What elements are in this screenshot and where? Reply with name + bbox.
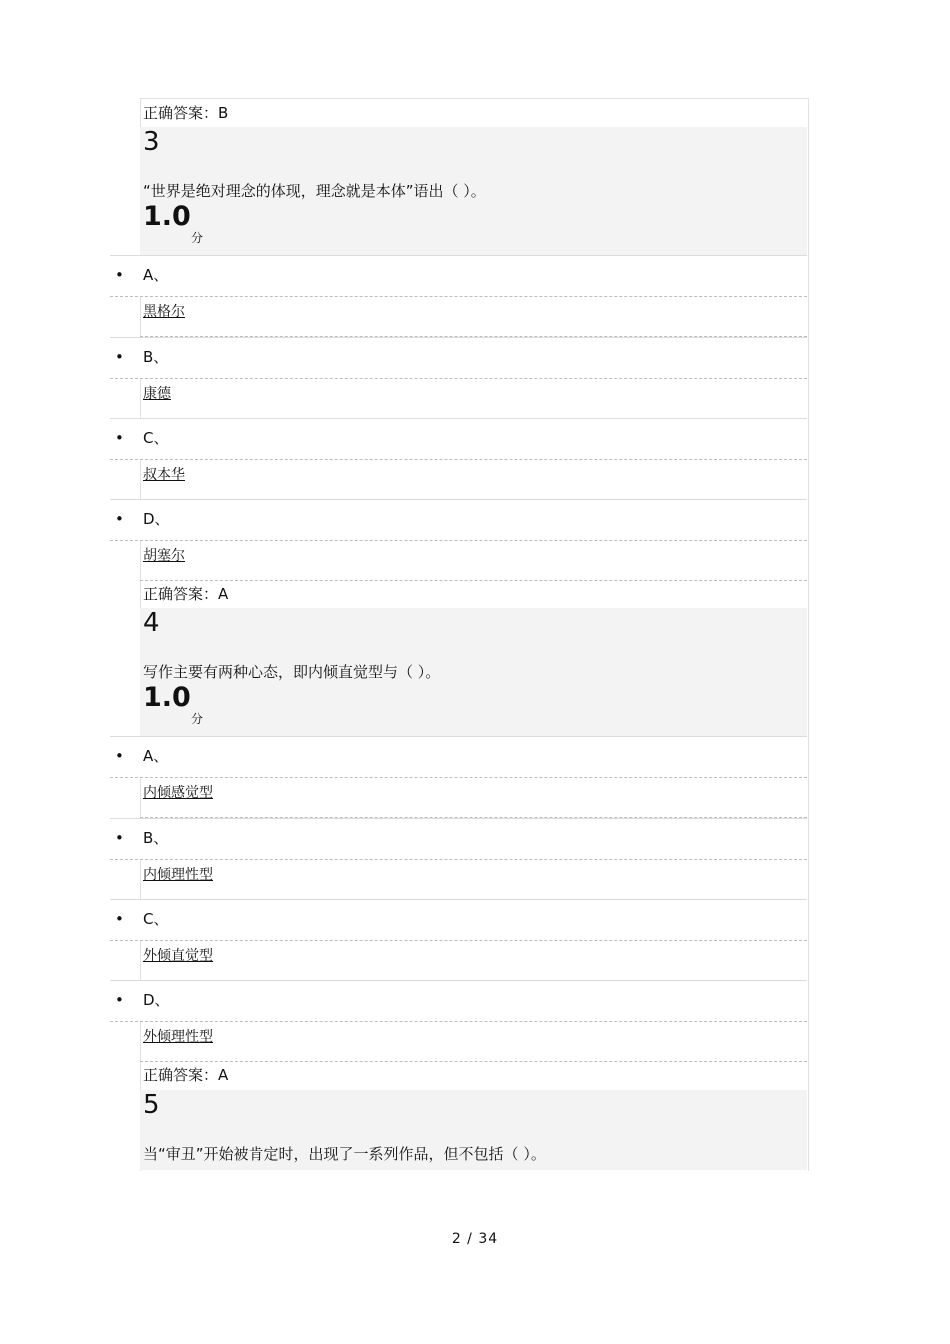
question-score: 1.0 — [143, 682, 191, 713]
option-letter: D、 — [143, 510, 170, 528]
score-unit: 分 — [191, 712, 204, 726]
option-d[interactable] — [110, 980, 807, 1022]
option-d-value — [140, 541, 807, 581]
option-d-value — [140, 1022, 807, 1062]
page-indicator: 2 / 34 — [451, 1231, 499, 1247]
option-b[interactable] — [110, 818, 807, 860]
bullet-icon: • — [115, 429, 124, 447]
option-letter: B、 — [143, 348, 169, 366]
question-text: 当“审丑”开始被肯定时，出现了一系列作品，但不包括（ ）。 — [143, 1145, 546, 1163]
option-a[interactable] — [110, 736, 807, 778]
answer-label: 正确答案： — [143, 104, 219, 122]
option-text[interactable]: 叔本华 — [143, 467, 185, 483]
question-4-header — [140, 608, 807, 736]
bullet-icon: • — [115, 510, 124, 528]
question-5-header — [140, 1090, 807, 1170]
option-text[interactable]: 胡塞尔 — [143, 548, 185, 564]
answer-value: B — [218, 104, 229, 122]
option-text[interactable]: 黑格尔 — [143, 304, 185, 320]
option-c-value — [140, 941, 807, 981]
option-text[interactable]: 康德 — [143, 386, 171, 402]
question-number: 4 — [143, 608, 160, 638]
bullet-icon: • — [115, 348, 124, 366]
option-letter: D、 — [143, 991, 170, 1009]
option-b-value — [140, 860, 807, 900]
bullet-icon: • — [115, 266, 124, 284]
option-a-value — [140, 778, 807, 818]
answer-value: A — [218, 585, 229, 603]
question-3-header — [140, 127, 807, 255]
option-letter: C、 — [143, 910, 169, 928]
answer-label: 正确答案： — [143, 585, 219, 603]
bullet-icon: • — [115, 991, 124, 1009]
option-c[interactable] — [110, 418, 807, 460]
option-c-value — [140, 460, 807, 500]
option-b[interactable] — [110, 337, 807, 379]
option-letter: A、 — [143, 747, 169, 765]
option-d[interactable] — [110, 499, 807, 541]
question-text: 写作主要有两种心态，即内倾直觉型与（ ）。 — [143, 663, 441, 681]
option-a[interactable] — [110, 255, 807, 297]
option-text[interactable]: 内倾理性型 — [143, 867, 213, 883]
answer-value: A — [218, 1066, 229, 1084]
option-letter: B、 — [143, 829, 169, 847]
option-letter: C、 — [143, 429, 169, 447]
correct-answer-q2 — [140, 99, 807, 127]
bullet-icon: • — [115, 829, 124, 847]
score-unit: 分 — [191, 231, 204, 245]
option-b-value — [140, 379, 807, 419]
correct-answer-q4 — [140, 1061, 807, 1089]
answer-label: 正确答案： — [143, 1066, 219, 1084]
option-text[interactable]: 外倾直觉型 — [143, 948, 213, 964]
bullet-icon: • — [115, 910, 124, 928]
option-letter: A、 — [143, 266, 169, 284]
option-c[interactable] — [110, 899, 807, 941]
question-text: “世界是绝对理念的体现，理念就是本体”语出（ ）。 — [143, 182, 486, 200]
option-a-value — [140, 297, 807, 337]
option-text[interactable]: 内倾感觉型 — [143, 785, 213, 801]
question-number: 3 — [143, 127, 160, 157]
question-score: 1.0 — [143, 201, 191, 232]
bullet-icon: • — [115, 747, 124, 765]
option-text[interactable]: 外倾理性型 — [143, 1029, 213, 1045]
correct-answer-q3 — [140, 580, 807, 608]
question-number: 5 — [143, 1090, 160, 1120]
